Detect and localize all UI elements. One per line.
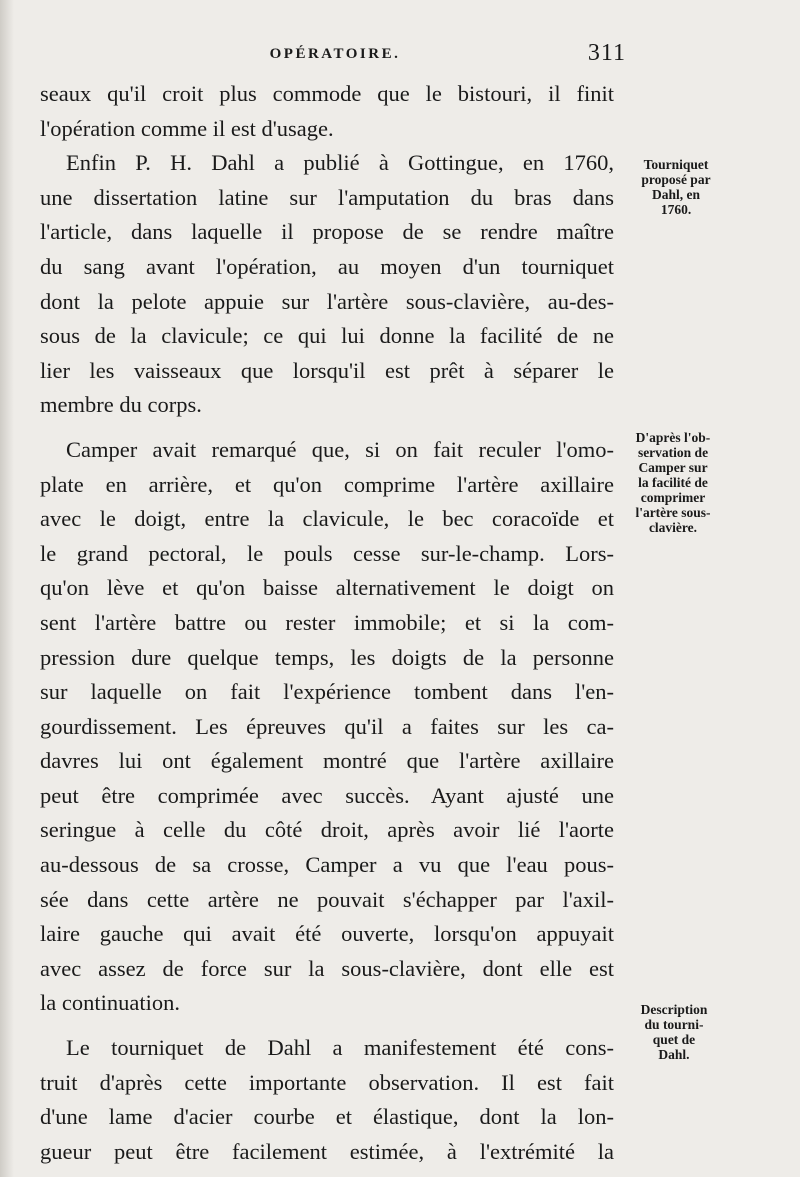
margin-note-line: Description (640, 1002, 708, 1017)
paragraph-3 (40, 433, 614, 1021)
paragraph-4 (40, 1031, 614, 1169)
text-line: d'une lame d'acier courbe et élastique, dont la lon- (40, 1104, 614, 1130)
text-line: Le tourniquet de Dahl a manifestement été cons- (66, 1035, 614, 1061)
margin-note-line: proposé par (641, 172, 711, 187)
text-line: une dissertation latine sur l'amputation du bras dans (40, 184, 614, 210)
text-line: sur laquelle on fait l'expérience tombent dans l'en- (40, 679, 614, 705)
paragraph-2 (40, 146, 614, 423)
paragraph-1 (40, 77, 614, 146)
margin-note-line: servation de (637, 445, 709, 460)
text-line: dont la pelote appuie sur l'artère sous-clavière, au-des- (40, 288, 614, 314)
text-line: membre du corps. (40, 392, 202, 418)
text-line: du sang avant l'opération, au moyen d'un tourniquet (40, 253, 614, 279)
text-line: seaux qu'il croit plus commode que le bistouri, il finit (40, 81, 614, 106)
text-line: l'opération comme il est d'usage. (40, 115, 334, 141)
margin-note-line: la facilité de (638, 475, 708, 490)
margin-note-description (622, 1002, 726, 1062)
margin-note-line: quet de (652, 1032, 696, 1047)
margin-note-line: clavière. (648, 520, 698, 535)
text-line: lier les vaisseaux que lorsqu'il est prêt à séparer le (40, 357, 614, 383)
text-line: gourdissement. Les épreuves qu'il a faites sur les ca- (40, 713, 614, 739)
text-line: Camper avait remarqué que, si on fait reculer l'omo- (66, 436, 614, 462)
text-line: Enfin P. H. Dahl a publié à Gottingue, en 1760, (66, 150, 614, 176)
text-line: sous de la clavicule; ce qui lui donne la facilité de ne (40, 323, 614, 349)
text-line: la continuation. (40, 990, 180, 1016)
page-number: 311 (587, 40, 626, 66)
text-line: avec assez de force sur la sous-clavière, dont elle est (40, 955, 614, 981)
margin-note-line: Dahl, en (651, 187, 700, 202)
margin-note-line: l'artère sous- (635, 505, 711, 520)
text-line: peut être comprimée avec succès. Ayant ajusté une (40, 782, 614, 808)
text-line: seringue à celle du côté droit, après avoir lié l'aorte (40, 817, 614, 843)
margin-note-line: 1760. (660, 202, 692, 217)
margin-note-tourniquet (624, 157, 728, 217)
text-line: qu'on lève et qu'on baisse alternativement le doigt on (40, 575, 614, 601)
text-line: sent l'artère battre ou rester immobile; et si la com- (40, 609, 614, 635)
text-line: le grand pectoral, le pouls cesse sur-le-champ. Lors- (40, 540, 614, 566)
text-line: plate en arrière, et qu'on comprime l'artère axillaire (40, 471, 614, 497)
margin-note-line: Tourniquet (643, 157, 709, 172)
margin-note-line: D'après l'ob- (635, 430, 711, 445)
text-line: avec le doigt, entre la clavicule, le bec coracoïde et (40, 506, 614, 532)
body-text (40, 77, 614, 1169)
text-line: pression dure quelque temps, les doigts de la personne (40, 644, 614, 670)
text-line: au-dessous de sa crosse, Camper a vu que l'eau pous- (40, 852, 614, 878)
margin-note-line: Camper sur (638, 460, 708, 475)
margin-note-line: du tourni- (644, 1017, 704, 1032)
margin-note-line: Dahl. (658, 1047, 690, 1062)
text-line: sée dans cette artère ne pouvait s'échapper par l'axil- (40, 886, 614, 912)
text-line: laire gauche qui avait été ouverte, lorsqu'on appuyait (40, 921, 614, 947)
text-line: l'article, dans laquelle il propose de se rendre maître (40, 219, 614, 245)
text-line: davres lui ont également montré que l'artère axillaire (40, 748, 614, 774)
text-line: gueur peut être facilement estimée, à l'extrémité la (40, 1138, 614, 1164)
running-title: OPÉRATOIRE. (269, 46, 401, 62)
margin-note-line: comprimer (640, 490, 706, 505)
running-head (40, 40, 630, 74)
text-line: truit d'après cette importante observation. Il est fait (40, 1069, 614, 1095)
margin-note-camper (618, 430, 728, 535)
